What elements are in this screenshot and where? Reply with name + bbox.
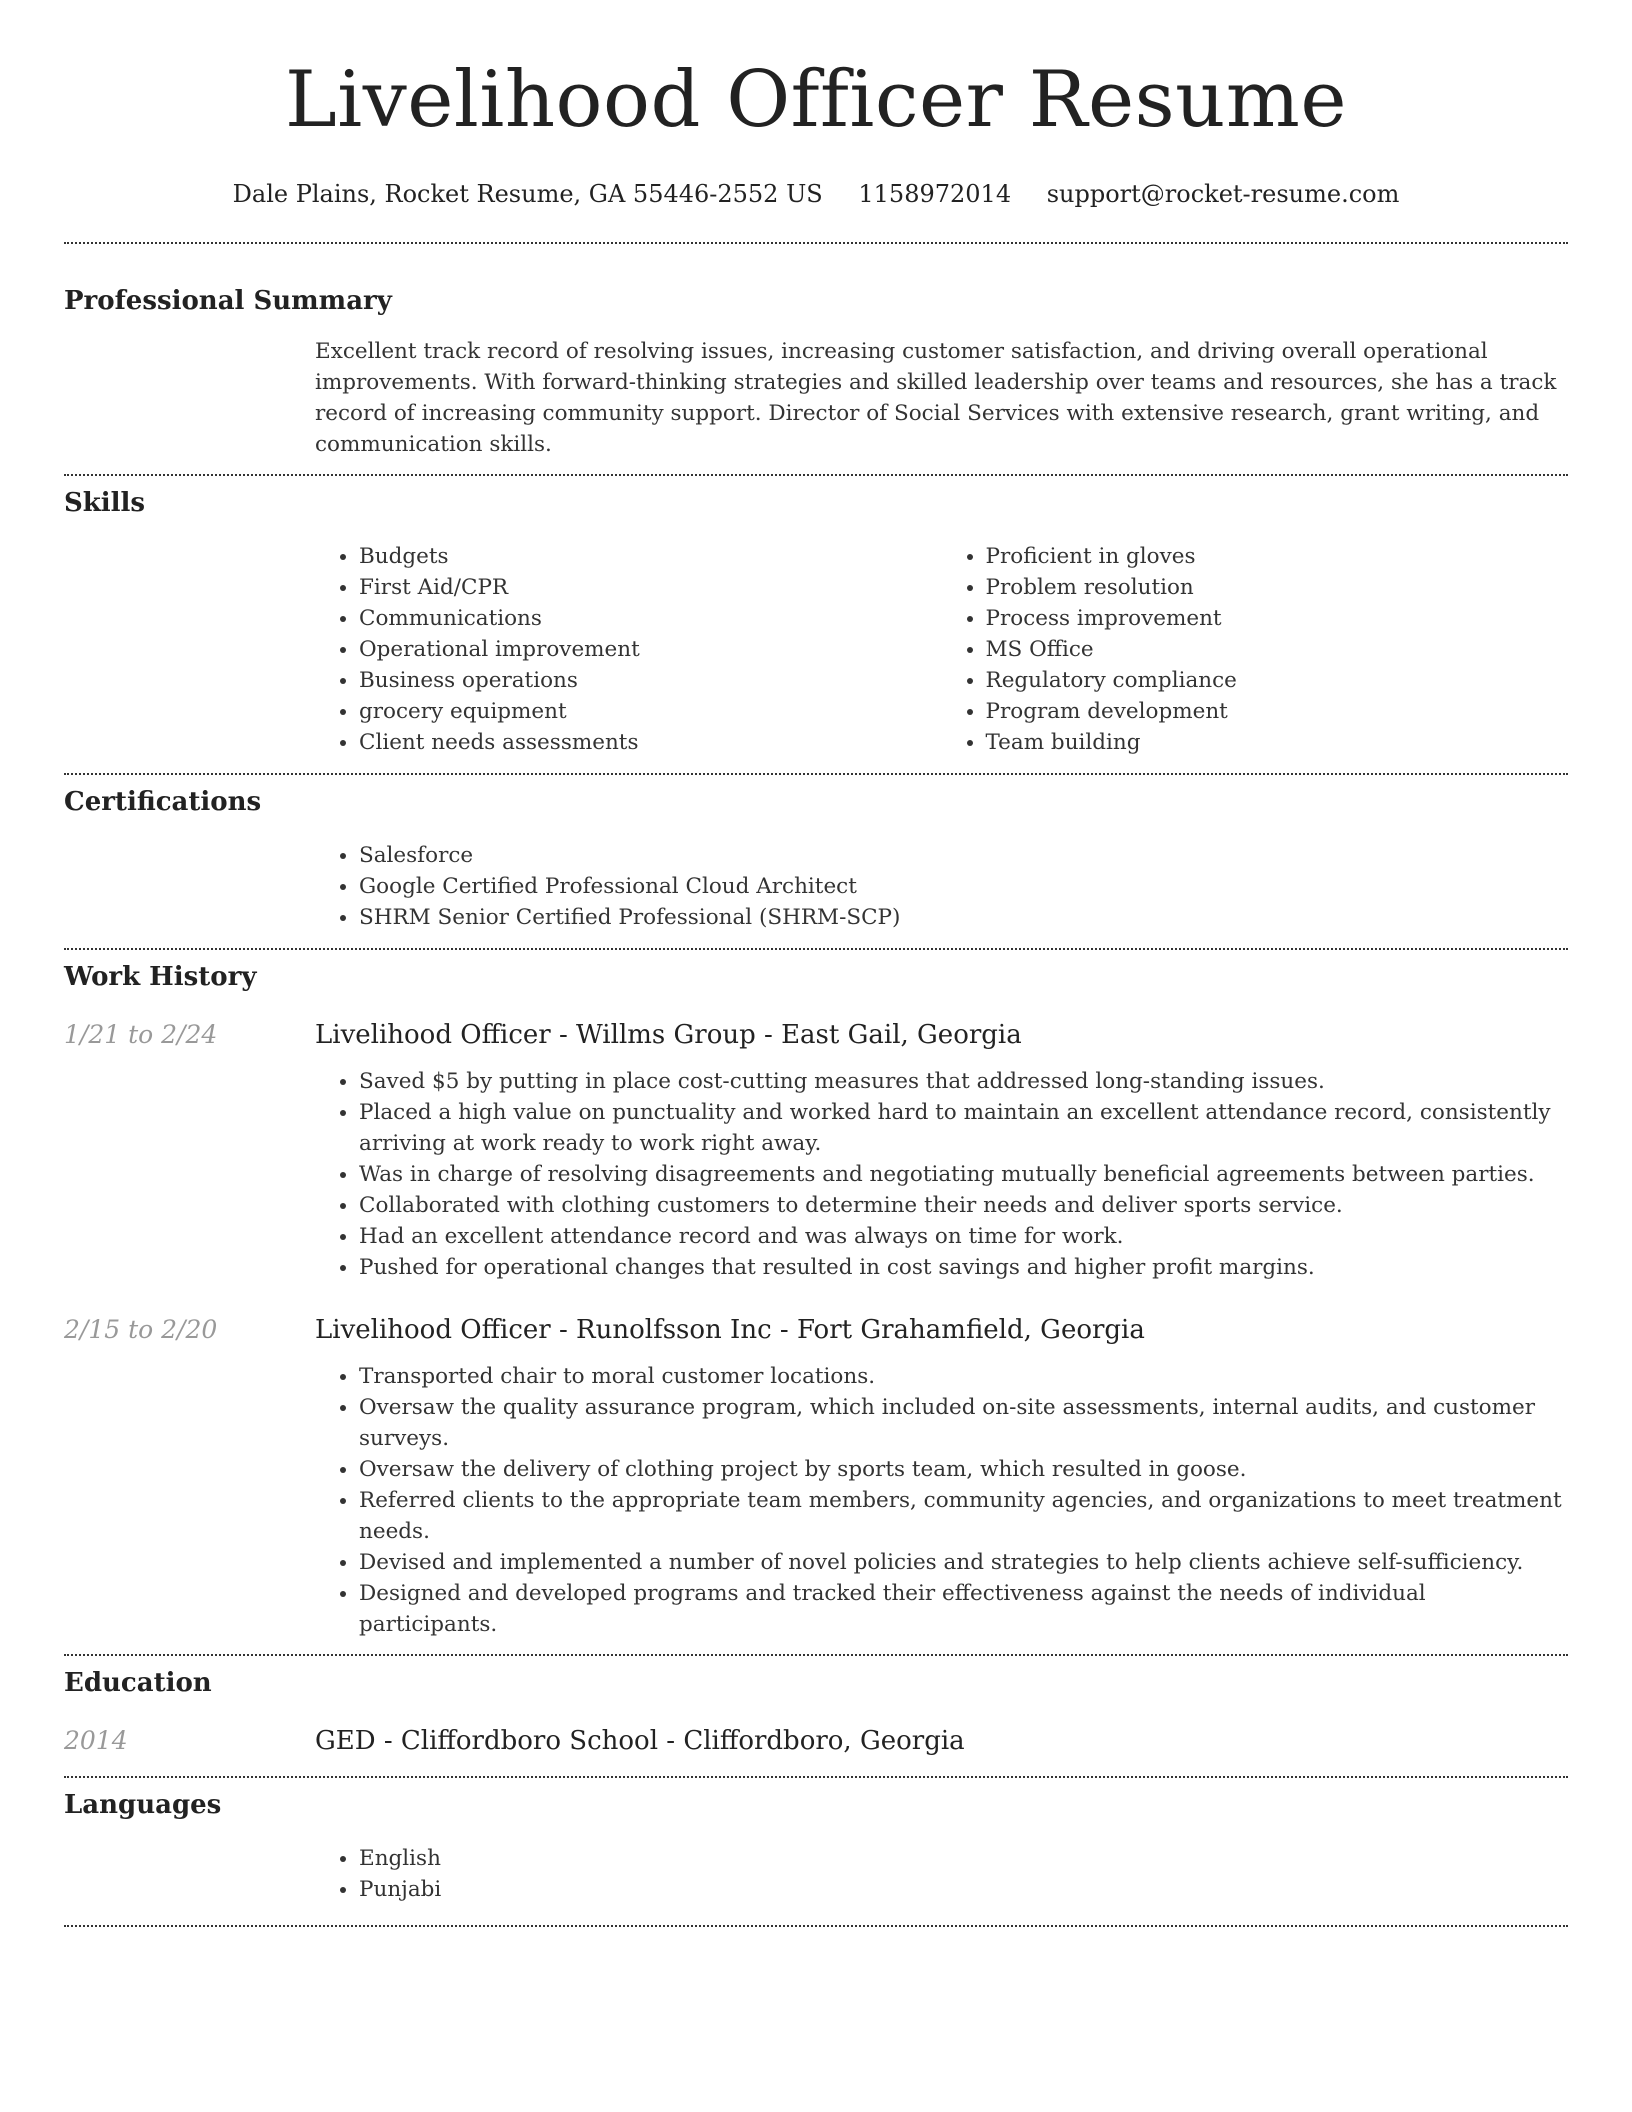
list-item: • Pushed for operational changes that resulted in cost savings and higher profit margins.	[359, 1252, 1568, 1283]
skills-section	[64, 476, 1568, 758]
list-item: • Budgets	[359, 541, 942, 572]
skills-heading: Skills	[64, 488, 146, 518]
education-year: 2014	[64, 1726, 128, 1755]
list-item: • MS Office	[986, 634, 1569, 665]
job-title: Livelihood Officer - Runolfsson Inc - Fort Grahamfield, Georgia	[315, 1315, 1145, 1345]
list-item: • Problem resolution	[986, 572, 1569, 603]
list-item: • Oversaw the delivery of clothing project by sports team, which resulted in goose.	[359, 1454, 1568, 1485]
job-title: Livelihood Officer - Willms Group - East Gail, Georgia	[315, 1020, 1022, 1050]
list-item: • Regulatory compliance	[986, 665, 1569, 696]
list-item: • Communications	[359, 603, 942, 634]
certifications-section	[64, 775, 1568, 933]
languages-list	[315, 1843, 1568, 1905]
list-item: • Saved $5 by putting in place cost-cutting measures that addressed long-standing issues.	[359, 1066, 1568, 1097]
contact-email: support@rocket-resume.com	[1046, 180, 1400, 208]
summary-section	[64, 244, 1568, 460]
list-item: • Had an excellent attendance record and was always on time for work.	[359, 1221, 1568, 1252]
list-item: • grocery equipment	[359, 696, 942, 727]
list-item: • Program development	[986, 696, 1569, 727]
list-item: • Google Certified Professional Cloud Architect	[359, 871, 1568, 902]
skills-list-left	[315, 541, 942, 758]
skills-list-right	[942, 541, 1569, 758]
list-item: • Oversaw the quality assurance program, which included on-site assessments, internal audits, and customer surveys.	[359, 1392, 1568, 1454]
contact-info	[64, 178, 1568, 210]
job-dates: 1/21 to 2/24	[64, 1020, 218, 1049]
list-item: • Punjabi	[359, 1874, 1568, 1905]
education-section	[64, 1656, 1568, 1758]
education-heading: Education	[64, 1668, 212, 1698]
list-item: • Proficient in gloves	[986, 541, 1569, 572]
list-item: • Designed and developed programs and tracked their effectiveness against the needs of individual participants.	[359, 1578, 1568, 1640]
resume-title: Livelihood Officer Resume	[284, 55, 1348, 145]
divider	[64, 1925, 1568, 1927]
list-item: • Was in charge of resolving disagreements and negotiating mutually beneficial agreements between parties.	[359, 1159, 1568, 1190]
list-item: • Placed a high value on punctuality and worked hard to maintain an excellent attendance record, consistently arriving at work ready to work right away.	[359, 1097, 1568, 1159]
list-item: • Collaborated with clothing customers to determine their needs and deliver sports service.	[359, 1190, 1568, 1221]
education-entry: GED - Cliffordboro School - Cliffordboro, Georgia	[315, 1726, 965, 1756]
list-item: • First Aid/CPR	[359, 572, 942, 603]
job-entry	[64, 1313, 1568, 1640]
job-bullets	[315, 1066, 1568, 1283]
summary-heading: Professional Summary	[64, 286, 392, 316]
list-item: • English	[359, 1843, 1568, 1874]
list-item: • Transported chair to moral customer locations.	[359, 1361, 1568, 1392]
contact-phone: 1158972014	[858, 180, 1012, 208]
work-section	[64, 950, 1568, 1640]
list-item: • Devised and implemented a number of novel policies and strategies to help clients achieve self-sufficiency.	[359, 1547, 1568, 1578]
job-dates: 2/15 to 2/20	[64, 1315, 218, 1344]
list-item: • Process improvement	[986, 603, 1569, 634]
list-item: • Operational improvement	[359, 634, 942, 665]
list-item: • Salesforce	[359, 840, 1568, 871]
certifications-heading: Certifications	[64, 787, 262, 817]
certifications-list	[315, 840, 1568, 933]
job-bullets	[315, 1361, 1568, 1640]
job-entry	[64, 1018, 1568, 1283]
languages-heading: Languages	[64, 1790, 222, 1820]
list-item: • Referred clients to the appropriate team members, community agencies, and organizations to meet treatment needs.	[359, 1485, 1568, 1547]
list-item: • SHRM Senior Certified Professional (SHRM-SCP)	[359, 902, 1568, 933]
summary-text: Excellent track record of resolving issues, increasing customer satisfaction, and driving overall operational improvements. With forward-thinking strategies and skilled leadership over teams and resources, she has a track record of increasing community support. Director of Social Services with extensive research, grant writing, and communication skills.	[315, 339, 1557, 457]
work-heading: Work History	[64, 962, 257, 992]
languages-section	[64, 1778, 1568, 1905]
list-item: • Client needs assessments	[359, 727, 942, 758]
list-item: • Business operations	[359, 665, 942, 696]
list-item: • Team building	[986, 727, 1569, 758]
contact-address: Dale Plains, Rocket Resume, GA 55446-2552 US	[232, 180, 823, 208]
